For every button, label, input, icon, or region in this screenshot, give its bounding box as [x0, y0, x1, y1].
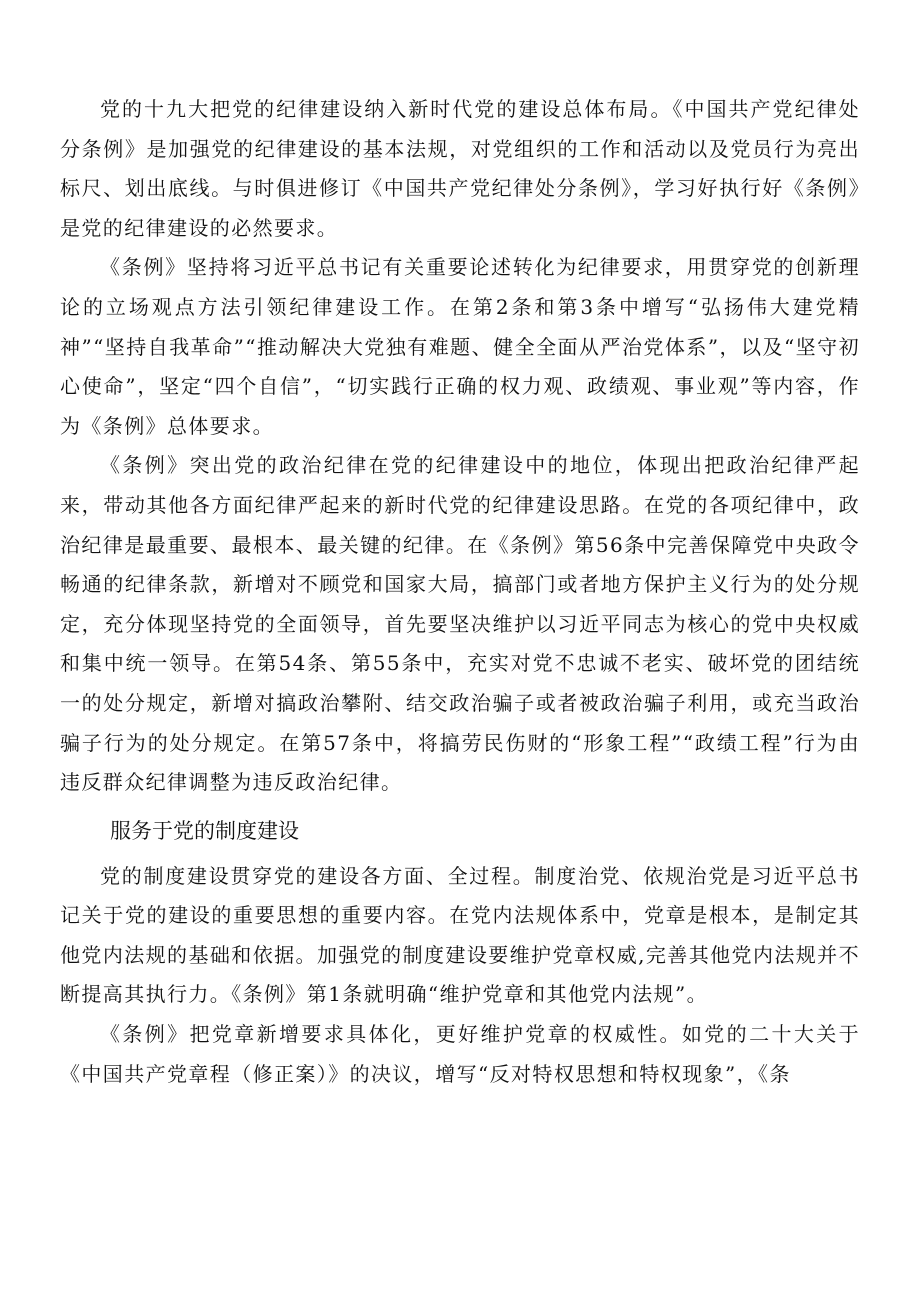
paragraph: 党的十九大把党的纪律建设纳入新时代党的建设总体布局。《中国共产党纪律处分条例》是加强党的纪律建设的基本法规，对党组织的工作和活动以及党员行为亮出标尺、划出底线。与时俱进修订《中国共产党纪律处分条例》，学习好执行好《条例》是党的纪律建设的必然要求。 — [60, 97, 860, 240]
paragraph: 《条例》把党章新增要求具体化，更好维护党章的权威性。如党的二十大关于《中国共产党章程（修正案）》的决议，增写“反对特权思想和特权现象”，《条 — [60, 1022, 860, 1086]
paragraph: 党的制度建设贯穿党的建设各方面、全过程。制度治党、依规治党是习近平总书记关于党的建设的重要思想的重要内容。在党内法规体系中，党章是根本，是制定其他党内法规的基础和依据。加强党的制度建设要维护党章权威,完善其他党内法规并不断提高其执行力。《条例》第1条就明确“维护党章和其他党内法规”。 — [60, 863, 860, 1007]
section-heading: 服务于党的制度建设 — [110, 818, 299, 843]
paragraph: 《条例》坚持将习近平总书记有关重要论述转化为纪律要求，用贯穿党的创新理论的立场观点方法引领纪律建设工作。在第2条和第3条中增写“弘扬伟大建党精神”“坚持自我革命”“推动解决大党独有难题、健全全面从严治党体系”，以及“坚守初心使命”，坚定“四个自信”，“切实践行正确的权力观、政绩观、事业观”等内容，作为《条例》总体要求。 — [60, 255, 860, 438]
paragraph: 《条例》突出党的政治纪律在党的纪律建设中的地位，体现出把政治纪律严起来，带动其他各方面纪律严起来的新时代党的纪律建设思路。在党的各项纪律中，政治纪律是最重要、最根本、最关键的纪律。在《条例》第56条中完善保障党中央政令畅通的纪律条款，新增对不顾党和国家大局，搞部门或者地方保护主义行为的处分规定，充分体现坚持党的全面领导，首先要坚决维护以习近平同志为核心的党中央权威和集中统一领导。在第54条、第55条中，充实对党不忠诚不老实、破坏党的团结统一的处分规定，新增对搞政治攀附、结交政治骗子或者被政治骗子利用，或充当政治骗子行为的处分规定。在第57条中，将搞劳民伤财的“形象工程”“政绩工程”行为由违反群众纪律调整为违反政治纪律。 — [60, 453, 860, 795]
